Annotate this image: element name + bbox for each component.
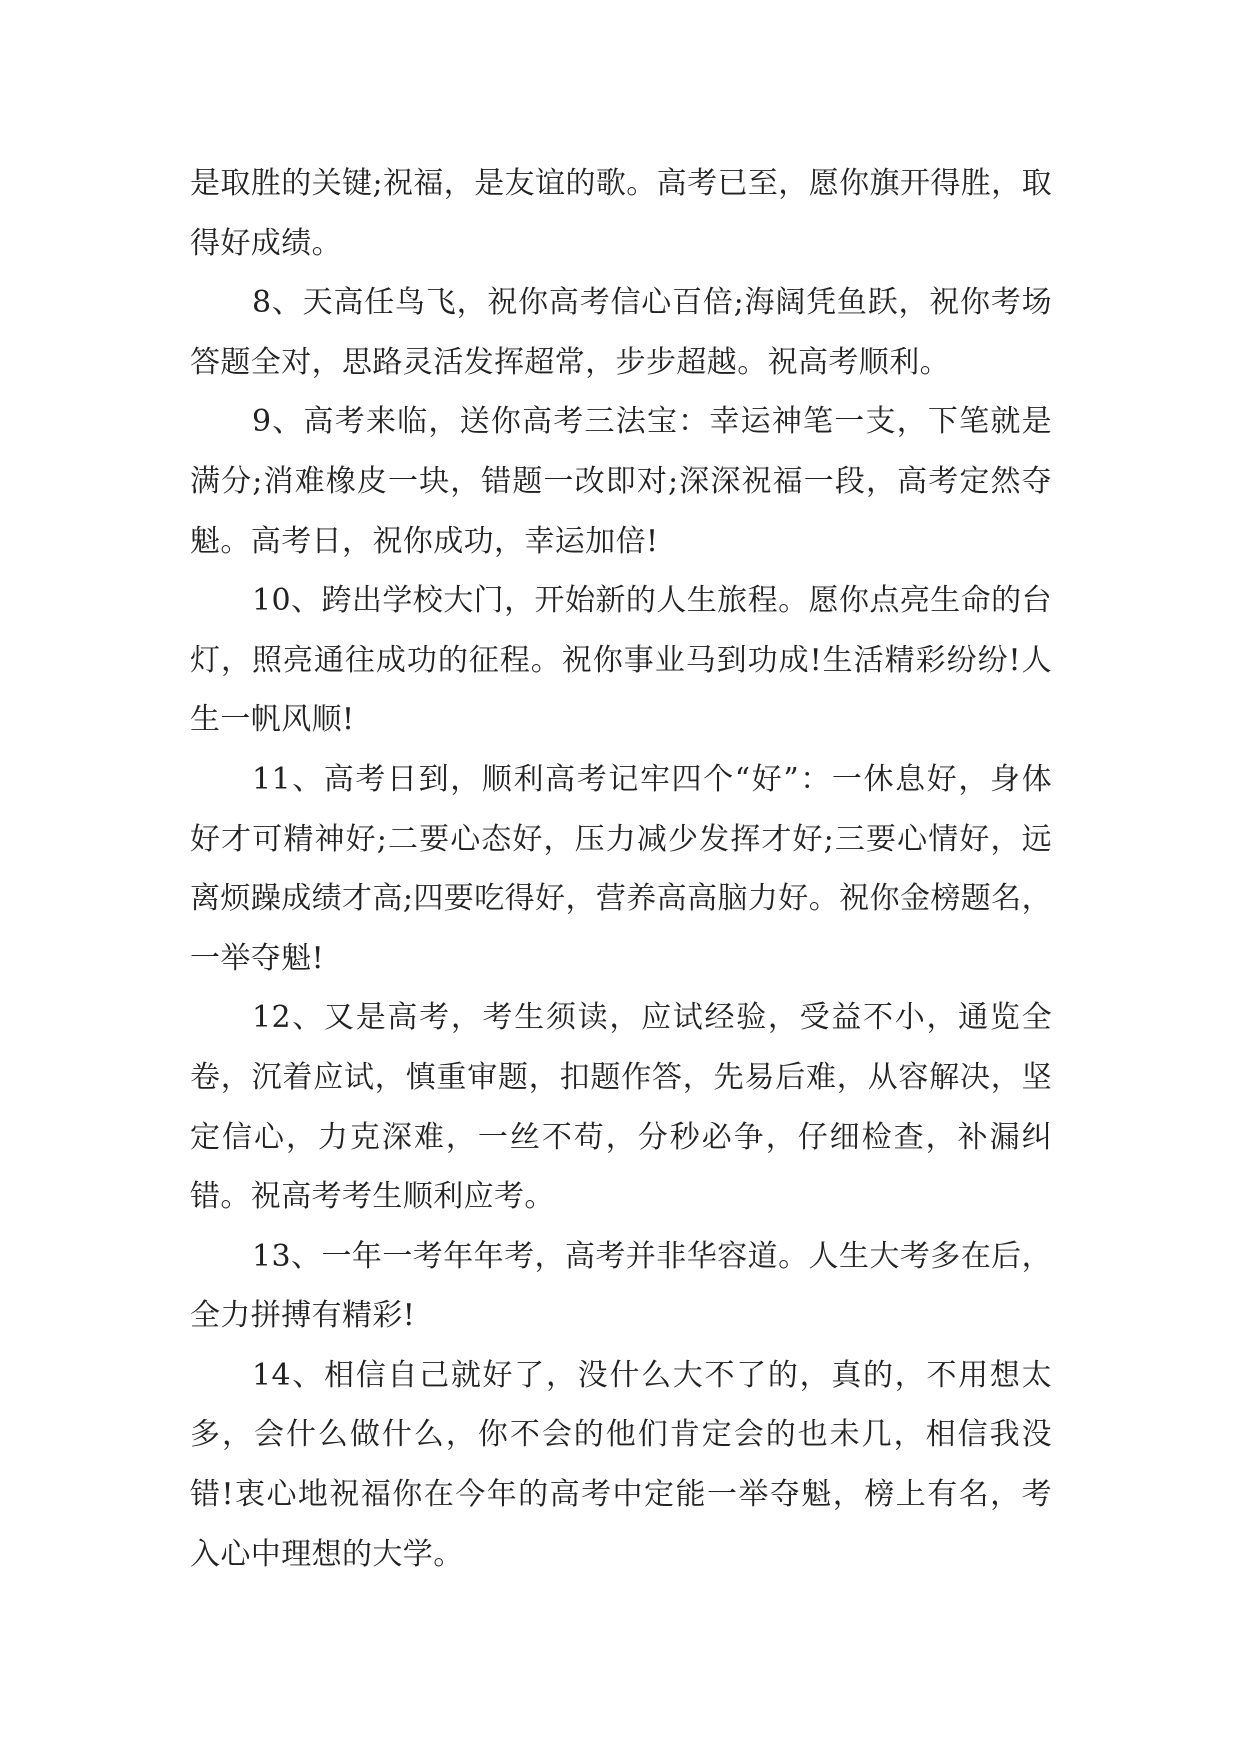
paragraph-item-14: 14、相信自己就好了，没什么大不了的，真的，不用想太多，会什么做什么，你不会的他们肯定会的也未几，相信我没错!衷心地祝福你在今年的高考中定能一举夺魁，榜上有名，考入心中理想的大学。 xyxy=(190,1357,1052,1572)
paragraph-continuation: 是取胜的关键;祝福，是友谊的歌。高考已至，愿你旗开得胜，取得好成绩。 xyxy=(190,166,1052,261)
paragraph-item-12: 12、又是高考，考生须读，应试经验，受益不小，通览全卷，沉着应试，慎重审题，扣题作答，先易后难，从容解决，坚定信心，力克深难，一丝不苟，分秒必争，仔细检查，补漏纠错。祝高考考生顺利应考。 xyxy=(190,1000,1052,1215)
paragraph-item-9: 9、高考来临，送你高考三法宝：幸运神笔一支，下笔就是满分;消难橡皮一块，错题一改即对;深深祝福一段，高考定然夺魁。高考日，祝你成功，幸运加倍! xyxy=(190,404,1052,559)
document-body xyxy=(190,154,1052,1584)
paragraph-item-10: 10、跨出学校大门，开始新的人生旅程。愿你点亮生命的台灯，照亮通往成功的征程。祝你事业马到功成!生活精彩纷纷!人生一帆风顺! xyxy=(190,583,1052,738)
paragraph-item-8: 8、天高任鸟飞，祝你高考信心百倍;海阔凭鱼跃，祝你考场答题全对，思路灵活发挥超常，步步超越。祝高考顺利。 xyxy=(190,285,1052,380)
paragraph-item-13: 13、一年一考年年考，高考并非华容道。人生大考多在后，全力拼搏有精彩! xyxy=(190,1238,1052,1334)
paragraph-item-11: 11、高考日到，顺利高考记牢四个“好”：一休息好，身体好才可精神好;二要心态好，压力减少发挥才好;三要心情好，远离烦躁成绩才高;四要吃得好，营养高高脑力好。祝你金榜题名，一举夺魁! xyxy=(190,761,1052,976)
